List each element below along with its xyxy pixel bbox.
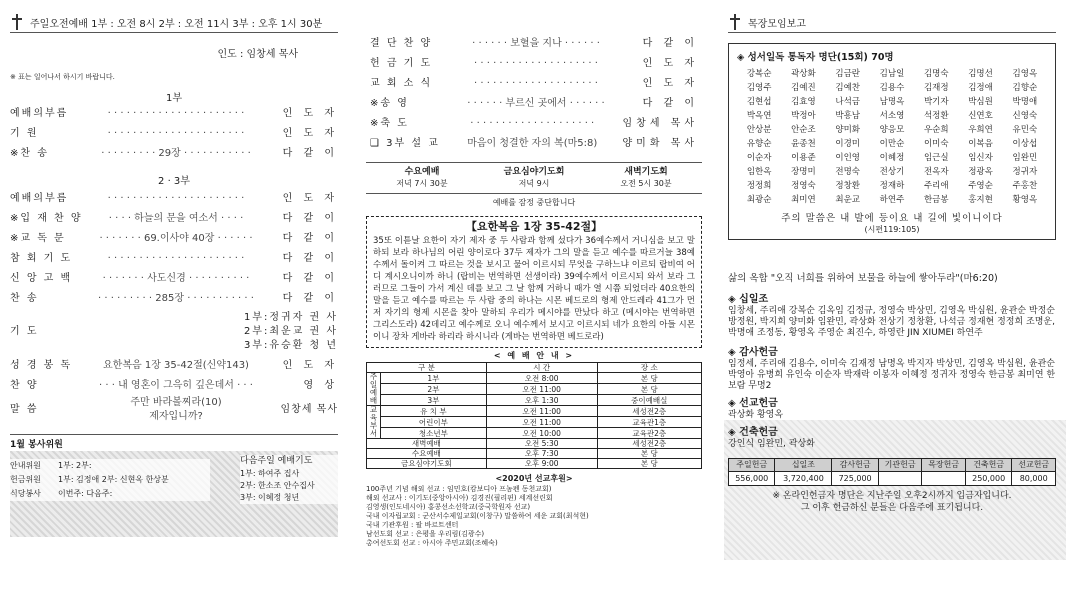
item-detail: · · · · 하늘의 문을 여소서 · · · ·: [108, 213, 244, 224]
member-name: 나석금: [835, 97, 861, 107]
totals-header-cell: 주일헌금: [729, 459, 775, 472]
member-name: 임완민: [1012, 153, 1038, 163]
member-name: 유민숙: [1012, 125, 1038, 135]
standing-note: ※ 표는 일어나서 하시기 바랍니다.: [10, 73, 115, 81]
totals-value-cell: [922, 472, 966, 486]
service-label: 식당봉사: [10, 489, 41, 498]
members-row: [737, 137, 1047, 151]
service-row: [10, 473, 210, 487]
member-name: 양응모: [879, 125, 905, 135]
member-name: 우순희: [923, 125, 949, 135]
member-name: 정창환: [835, 181, 861, 191]
person: 임창세 목사: [622, 118, 698, 129]
member-name: 김영주: [746, 83, 772, 93]
place-cell: 본 당: [597, 373, 701, 384]
mission-item: 해외 선교사 : 이기도(중앙아시아) 김경진(필리핀) 세계선린회: [366, 494, 553, 502]
table-row: [367, 417, 702, 428]
service-text: 1부: 2부:: [58, 461, 92, 470]
mission-item: 100주년 기념 해외 선교 : 임민호(캄보디아 프놈펜 동천교회): [366, 485, 552, 493]
totals-header-cell: 목장헌금: [922, 459, 966, 472]
item-detail: · · · · · · · · · · · · · · · · · · · ·: [474, 58, 598, 69]
member-name: 곽상화: [791, 69, 816, 79]
closing-row: [370, 34, 698, 54]
member-name: 우희연: [968, 125, 993, 135]
verse-ref: (시편119:105): [864, 225, 920, 234]
member-name: 김효영: [791, 97, 816, 107]
church-icon: [728, 14, 742, 30]
totals-value-cell: 725,000: [832, 472, 878, 486]
tithe-section: ◈ 십일조 임창세, 주리애 강복순 김옥임 김정규, 정영숙 박상민, 김영옥 박심원, 윤관순 박정순 방정원, 박지희 양미화 임완민, 곽상화 전상기 정창환, 나석금 정재현 정정희 조명운, 박명애 조정동, 황영옥 주영순 최진수, 하영란 JIN XIUMEI 하연주: [728, 294, 1055, 338]
table-header-cell: 시 간: [486, 363, 597, 373]
weekly-service: [478, 167, 590, 189]
totals-value-cell: 80,000: [1012, 472, 1056, 486]
closing-row: [370, 114, 698, 134]
member-name: 윤종천: [791, 139, 816, 149]
weekly-service-title: 금요심야기도회: [503, 167, 565, 177]
closing-list: [366, 34, 702, 154]
member-name: 정영숙: [791, 181, 816, 191]
table-header-row: [367, 363, 702, 373]
item-detail: 마음이 청결한 자의 복(마5:8): [467, 138, 598, 149]
person: 다 같 이: [642, 38, 698, 49]
member-name: 양미화: [835, 125, 861, 135]
worship-times: 주일오전예배 1부 : 오전 8시 2부 : 오전 11시 3부 : 오후 1시 30분: [30, 18, 323, 30]
member-name: 김예진: [791, 83, 816, 93]
role-label: 찬 송: [10, 293, 39, 304]
person: 인 도 자: [282, 108, 338, 119]
item-detail: · · · · · · · 69.이사야 40장 · · · · · ·: [99, 233, 253, 244]
person: 다 같 이: [282, 213, 338, 224]
name-cell: 2부: [381, 384, 487, 395]
member-name: 황영옥: [1012, 195, 1038, 205]
member-name: 임신자: [968, 153, 993, 163]
order-row: [10, 269, 338, 289]
closing-row: [370, 74, 698, 94]
members-table: [737, 67, 1047, 207]
item-detail: · · · · · · · · · · · · · · · · · · · · · ·: [107, 253, 245, 264]
service-list: [10, 459, 210, 501]
prayer-persons: 1부:정귀자 권 사 2부:최운교 권 사 3부:유승환 청 년: [243, 312, 338, 351]
verse: 주의 말씀은 내 발에 등이요 내 길에 빛이니이다: [781, 213, 1003, 224]
totals-value-cell: 3,720,400: [775, 472, 832, 486]
report-column: [718, 0, 1066, 598]
totals-header-cell: 선교헌금: [1012, 459, 1056, 472]
members-row: [737, 81, 1047, 95]
order-row: [10, 124, 338, 144]
weekly-service-time: 오전 5시 30분: [620, 179, 672, 188]
member-name: 김금란: [835, 69, 861, 79]
member-name: 이순자: [746, 153, 772, 163]
sermon-row: 말 씀 주만 바라볼찌라(10) 제자입니까? 임창세 목사: [10, 397, 338, 422]
offering-title: 삶의 옥합 "오직 너희를 위하여 보물을 하늘에 쌓아두라"(마6:20): [728, 273, 998, 284]
order-row: [10, 249, 338, 269]
member-name: 주리애: [923, 181, 949, 191]
members-row: [737, 179, 1047, 193]
part1-title: 1부: [165, 93, 183, 104]
prayer-label: 기 도: [10, 326, 39, 337]
table-row: [367, 428, 702, 439]
service-text: 이번주: 다음주:: [58, 489, 113, 498]
member-name: 안순조: [791, 125, 816, 135]
place-cell: 세성전2층: [597, 406, 701, 417]
role-label: ※송 영: [370, 98, 409, 109]
table-row: [367, 406, 702, 417]
member-name: 이인영: [835, 153, 861, 163]
part23-title: 2 · 3부: [158, 176, 190, 187]
member-name: 한금봉: [923, 195, 949, 205]
weekly-services: [366, 162, 702, 194]
member-name: 김용수: [879, 83, 905, 93]
member-name: 주홍찬: [1012, 181, 1038, 191]
leader: 인도 : 임창세 목사: [217, 49, 298, 60]
member-name: 김정애: [968, 83, 993, 93]
group-cell: 주일예배: [367, 373, 381, 406]
time-cell: 오후 9:00: [486, 459, 597, 469]
place-cell: 본 당: [597, 384, 701, 395]
reading-members-box: [728, 43, 1056, 240]
closing-and-notices-column: [360, 0, 708, 598]
item-detail: · · · · · · · · · · · · · · · · · · · · · ·: [107, 108, 245, 119]
order-row: [10, 144, 338, 164]
order-row: [10, 229, 338, 249]
person: 다 같 이: [282, 148, 338, 159]
member-name: 이복음: [968, 139, 993, 149]
table-header-cell: 장 소: [597, 363, 701, 373]
place-cell: 본 당: [597, 449, 701, 459]
place-cell: 세성전2층: [597, 439, 701, 449]
member-name: 이만순: [879, 139, 905, 149]
closing-row: [370, 54, 698, 74]
service-title: 1월 봉사위원: [10, 440, 63, 450]
name-cell: 유 치 부: [381, 406, 487, 417]
table-row: [367, 439, 702, 449]
building-offering-section: ◈ 건축헌금 강인식 임완민, 곽상화: [728, 427, 815, 449]
reading-row: 성 경 봉 독 요한복음 1장 35-42절(신약143) 인 도 자: [10, 360, 338, 371]
item-detail: · · · · · · · · · · · · · · · · · · · · · ·: [107, 128, 245, 139]
time-cell: 오후 1:30: [486, 395, 597, 406]
member-name: 이경미: [835, 139, 861, 149]
thanks-section: ◈ 감사헌금 임정세, 주리애 김용수, 이미숙 김재정 남명옥 박지자 박상민, 김영옥 박심원, 윤관순 박영아 유병희 유인숙 이순자 박재락 이봉자 이혜정 정귀자 정영숙 한금봉 최미연 한보람 무명2: [728, 347, 1056, 391]
member-name: 박심원: [968, 97, 993, 107]
item-detail: · · · · · · · · · 29장 · · · · · · · · · · ·: [101, 148, 251, 159]
member-name: 석정환: [923, 111, 949, 121]
member-name: 최광순: [746, 195, 772, 205]
member-name: 남명옥: [879, 97, 905, 107]
member-name: 하연주: [879, 195, 905, 205]
place-cell: 본 당: [597, 459, 701, 469]
totals-value-cell: 250,000: [965, 472, 1011, 486]
members-row: [737, 165, 1047, 179]
mission-item: 김영생(인도네시아) 홍콩선소선학교(중국학원자 선교): [366, 503, 531, 511]
table-row: [367, 449, 702, 459]
person: 양미화 목사: [622, 138, 698, 149]
members-row: [737, 193, 1047, 207]
table-row: [367, 384, 702, 395]
totals-header-cell: 건축헌금: [965, 459, 1011, 472]
member-name: 주영순: [968, 181, 993, 191]
choir-row: 찬 양 · · · 내 영혼이 그윽히 깊은데서 · · · 영 상: [10, 380, 338, 391]
member-name: 임근실: [923, 153, 949, 163]
next-week-prayer: 다음주일 예배기도 1부: 하여주 집사 2부: 한소조 안수집사 3부: 이혜정 청년: [240, 455, 340, 504]
order-row: [10, 209, 338, 229]
role-label: 기 원: [10, 128, 39, 139]
time-cell: 오후 7:30: [486, 449, 597, 459]
role-label: 교 회 소 식: [370, 78, 433, 89]
totals-header-cell: 감사헌금: [832, 459, 878, 472]
member-name: 김향순: [1012, 83, 1038, 93]
member-name: 박명애: [1012, 97, 1038, 107]
member-name: 신연호: [968, 111, 993, 121]
member-name: 이상섭: [1012, 139, 1038, 149]
item-detail: · · · · · · 보혈을 지나 · · · · · ·: [472, 38, 600, 49]
member-name: 전명숙: [835, 167, 861, 177]
church-icon: [10, 14, 24, 30]
members-row: [737, 123, 1047, 137]
closing-row: [370, 94, 698, 114]
part1-list: [10, 104, 338, 164]
member-name: 김재정: [923, 83, 949, 93]
role-label: ❑ 3부 설 교: [370, 138, 440, 149]
mission-item: 남선도회 선교 : 은평을 우리림(김광수): [366, 530, 485, 538]
role-label: ※축 도: [370, 118, 409, 129]
name-cell: 1부: [381, 373, 487, 384]
time-cell: 오전 11:00: [486, 406, 597, 417]
offering-totals-table: [728, 458, 1056, 486]
online-note: ※ 온라인헌금자 명단은 지난주일 오후2시까지 입금자입니다. 그 이후 헌금하신 분들은 다음주에 표기됩니다.: [772, 491, 1012, 513]
name-cell: 수요예배: [367, 449, 487, 459]
member-name: 최미연: [791, 195, 816, 205]
mission-offering-section: ◈ 선교헌금 곽상화 황영옥: [728, 398, 784, 420]
weekly-service-time: 저녁 7시 30분: [396, 179, 448, 188]
member-name: 임한옥: [746, 167, 772, 177]
name-cell: 금요심야기도회: [367, 459, 487, 469]
weekly-service-title: 새벽기도회: [624, 167, 668, 177]
service-label: 안내위원: [10, 461, 41, 470]
members-title: ◈ 성서일독 통독자 명단(15회) 70명: [737, 52, 894, 63]
member-name: 강복순: [746, 69, 772, 79]
time-cell: 오전 11:00: [486, 384, 597, 395]
member-name: 이미숙: [923, 139, 949, 149]
member-name: 서소영: [879, 111, 905, 121]
member-name: 김명숙: [923, 69, 949, 79]
totals-value-cell: 556,000: [729, 472, 775, 486]
person: 인 도 자: [642, 58, 698, 69]
time-cell: 오전 11:00: [486, 417, 597, 428]
members-row: [737, 67, 1047, 81]
service-label: 헌금위원: [10, 475, 41, 484]
order-row: [10, 104, 338, 124]
member-name: 박기자: [923, 97, 949, 107]
mission-item: 총여선도회 선교 : 아시아 주민교회(조혜숙): [366, 539, 498, 547]
group-cell: 교육부서: [367, 406, 381, 439]
service-row: [10, 459, 210, 473]
weekly-service-time: 저녁 9시: [518, 179, 550, 188]
closing-row: [370, 134, 698, 154]
role-label: ※교 독 문: [10, 233, 66, 244]
bible-passage: 【요한복음 1장 35-42절】 35또 이튿날 요한이 자기 제자 중 두 사람과 함께 섰다가 36예수께서 거니심을 보고 말하되 보라 하나님의 어린 양이로다 37두 제자가 그의 말을 듣고 예수를 따르거늘 38예수께서 돌이켜 그 따르는 것을 보시고 물어 이르시되 무엇을 구하느냐 이르되 랍비여 어디 계시오니이까 하니 (랍비는 번역하면 선생이라) 39예수께서 이르시되 와서 보라 그러므로 그들이 가서 계신 데를 보고 그 날 함께 거하니 때가 열 시쯤 되었더라 40요한의 말을 듣고 예수를 따르는 두 사람 중의 하나는 시몬 베드로의 형제 안드레라 41그가 먼저 자기의 형제 시몬을 찾아 말하되 우리가 메시야를 만났다 하고 (메시야는 번역하면 그리스도라) 42데리고 예수께로 오니 예수께서 보시고 이르시되 네가 요한의 아들 시몬이니 장차 게바라 하리라 하시니라 (게바는 번역하면 베드로라): [366, 216, 702, 348]
prayer-row: [10, 311, 338, 353]
weekly-note: 예배를 잠정 중단합니다: [492, 198, 576, 207]
member-name: 박정아: [791, 111, 816, 121]
person: 다 같 이: [282, 233, 338, 244]
member-name: 유향순: [746, 139, 772, 149]
member-name: 장명미: [791, 167, 816, 177]
totals-header-row: [729, 459, 1056, 472]
member-name: 최운교: [835, 195, 861, 205]
totals-header-cell: 기관헌금: [878, 459, 922, 472]
column-header: 목장모임보고: [728, 14, 1056, 33]
table-row: [367, 459, 702, 469]
member-name: 정귀자: [1012, 167, 1038, 177]
member-name: 이용준: [791, 153, 816, 163]
role-label: ※찬 송: [10, 148, 49, 159]
role-label: 신 앙 고 백: [10, 273, 73, 284]
totals-value-row: [729, 472, 1056, 486]
member-name: 정정희: [746, 181, 772, 191]
person: 다 같 이: [642, 98, 698, 109]
member-name: 김남일: [879, 69, 905, 79]
totals-header-cell: 십일조: [775, 459, 832, 472]
role-label: 참 회 기 도: [10, 253, 73, 264]
table-row: [367, 373, 702, 384]
member-name: 전상기: [879, 167, 905, 177]
members-row: [737, 109, 1047, 123]
part23-list: [10, 189, 338, 309]
place-cell: 교육관2층: [597, 428, 701, 439]
member-name: 정재하: [879, 181, 905, 191]
item-detail: · · · · · · · 사도신경 · · · · · · · · · ·: [102, 273, 250, 284]
weekly-service: [366, 167, 478, 189]
service-section: [10, 434, 338, 536]
table-row: [367, 395, 702, 406]
sermon-title: 주만 바라볼찌라(10) 제자입니까?: [130, 397, 222, 422]
name-cell: 새벽예배: [367, 439, 487, 449]
order-of-worship-column: [0, 0, 348, 598]
totals-value-cell: [878, 472, 922, 486]
person: 인 도 자: [282, 193, 338, 204]
weekly-service: [590, 167, 702, 189]
member-name: 김현섭: [746, 97, 772, 107]
item-detail: · · · · · · · · · · · · · · · · · · · ·: [470, 118, 595, 129]
item-detail: · · · · · · 부르신 곳에서 · · · · · ·: [467, 98, 605, 109]
role-label: 결 단 찬 양: [370, 38, 433, 49]
members-row: [737, 151, 1047, 165]
mission-item: 국내 기관후원 : 팔 바르트센터: [366, 521, 459, 529]
person: 인 도 자: [642, 78, 698, 89]
service-text: 1부: 김정애 2부: 신현옥 한상분: [58, 475, 169, 484]
member-name: 박흥남: [835, 111, 861, 121]
mission-title: <2020년 선교후원>: [495, 474, 573, 483]
member-name: 김예찬: [835, 83, 861, 93]
member-name: 홍지현: [968, 195, 993, 205]
weekly-service-title: 수요예배: [404, 167, 440, 177]
members-row: [737, 95, 1047, 109]
service-row: [10, 487, 210, 501]
member-name: 김명선: [968, 69, 993, 79]
person: 인 도 자: [282, 128, 338, 139]
person: 다 같 이: [282, 293, 338, 304]
guide-title: < 예 배 안 내 >: [493, 351, 575, 360]
role-label: ※입 재 찬 양: [10, 213, 83, 224]
table-header-cell: 구 분: [367, 363, 487, 373]
order-row: [10, 289, 338, 309]
role-label: 예배의부름: [10, 193, 69, 204]
member-name: 김영옥: [1012, 69, 1038, 79]
place-cell: 교육관1층: [597, 417, 701, 428]
column-header: [10, 14, 338, 33]
name-cell: 3부: [381, 395, 487, 406]
time-cell: 오전 10:00: [486, 428, 597, 439]
order-row: [10, 189, 338, 209]
item-detail: · · · · · · · · · · · · · · · · · · · ·: [474, 78, 598, 89]
mission-item: 국내 이자립교회 : 군산서수제일교회(이창구) 말씀하여 세운 교회(최석현): [366, 512, 589, 520]
item-detail: · · · · · · · · · 285장 · · · · · · · · · · ·: [98, 293, 254, 304]
place-cell: 중이예배실: [597, 395, 701, 406]
member-name: 안상분: [746, 125, 772, 135]
mission-list: [366, 485, 702, 548]
person: 다 같 이: [282, 273, 338, 284]
name-cell: 청소년부: [381, 428, 487, 439]
time-cell: 오전 8:00: [486, 373, 597, 384]
member-name: 신영숙: [1012, 111, 1038, 121]
role-label: 예배의부름: [10, 108, 69, 119]
member-name: 이혜정: [879, 153, 905, 163]
person: 다 같 이: [282, 253, 338, 264]
service-guide-table: [366, 362, 702, 469]
time-cell: 오전 5:30: [486, 439, 597, 449]
member-name: 정광옥: [968, 167, 993, 177]
role-label: 헌 금 기 도: [370, 58, 433, 69]
member-name: 박옥연: [746, 111, 772, 121]
offering-section: [728, 270, 1056, 514]
name-cell: 어린이부: [381, 417, 487, 428]
item-detail: · · · · · · · · · · · · · · · · · · · · · ·: [107, 193, 245, 204]
member-name: 전옥자: [923, 167, 949, 177]
